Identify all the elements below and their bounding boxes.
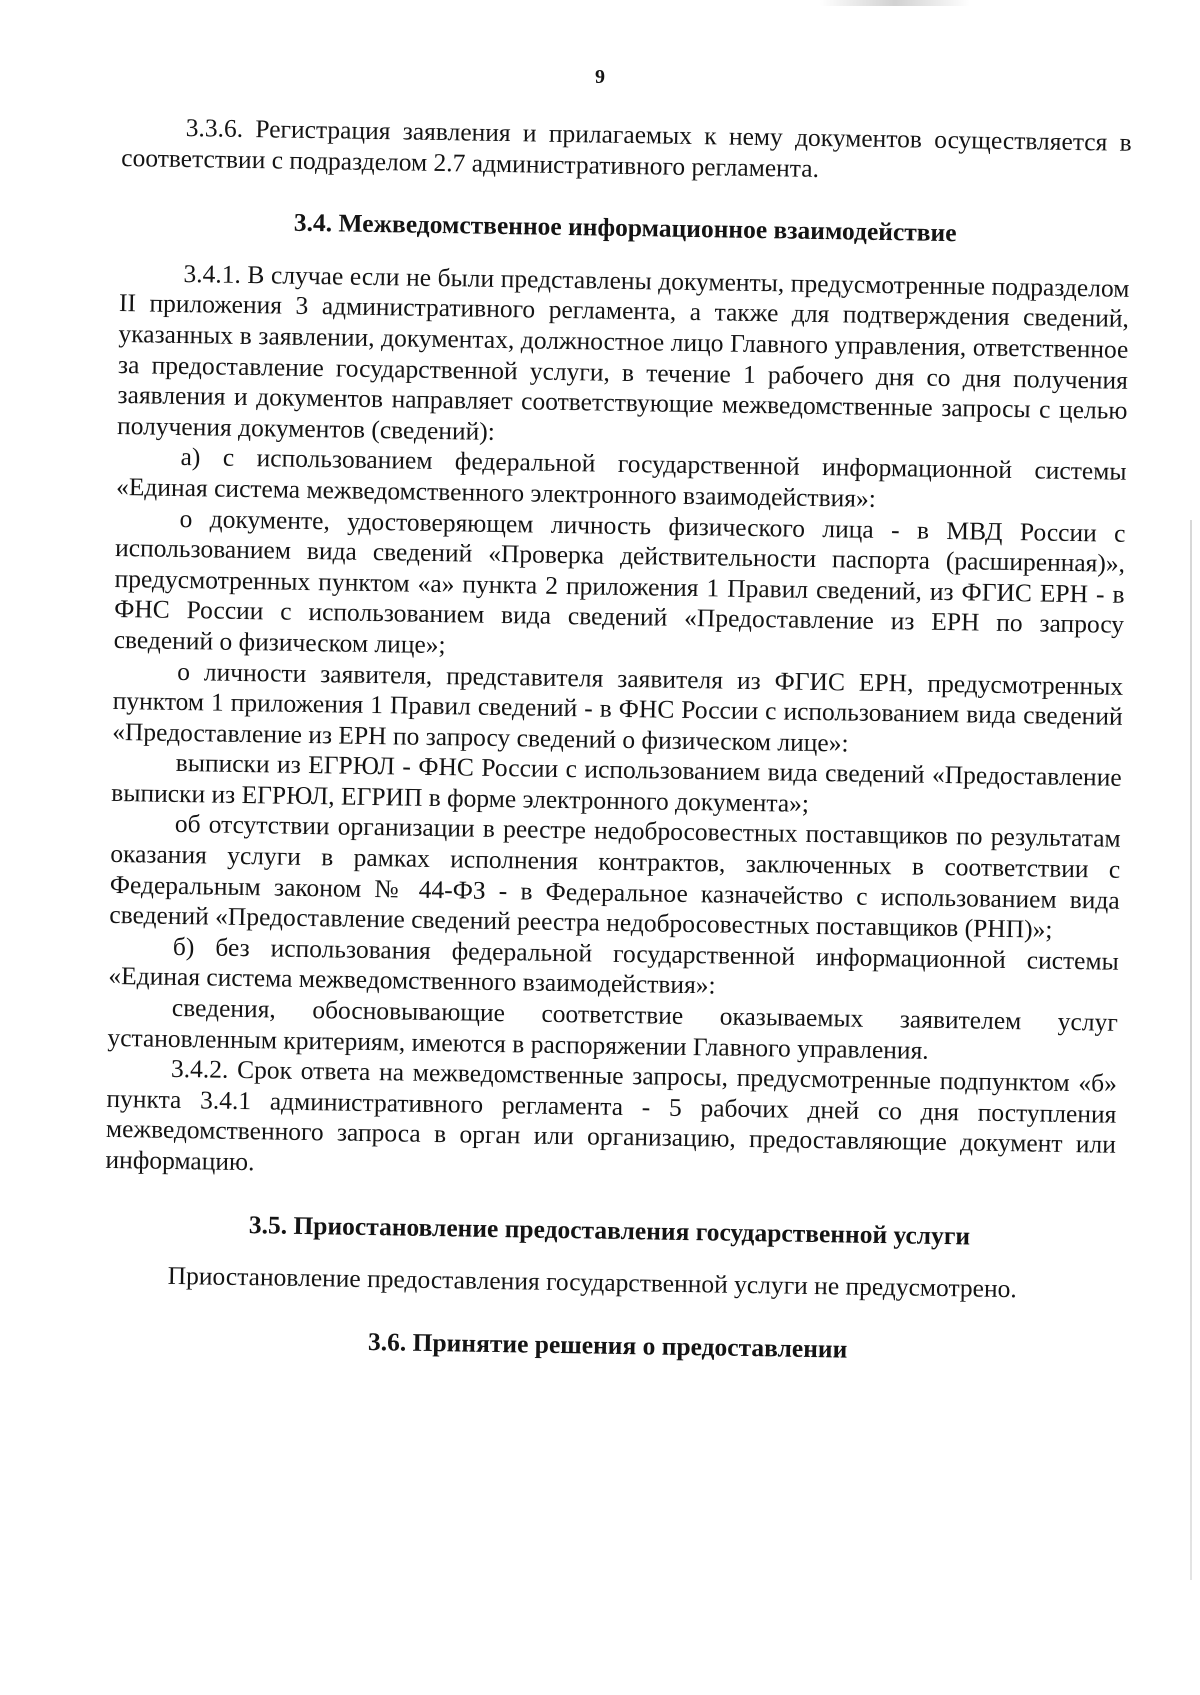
heading-3-4: 3.4. Межведомственное информационное взаимодействие — [293, 207, 957, 248]
paragraph-criteria: сведения, обосновывающие соответствие оказываемых заявителем услуг установленным критериям, имеются в распоряжении Главного управления. — [107, 992, 1119, 1065]
paragraph-suspension: Приостановление предоставления государственной услуги не предусмотрено. — [167, 1261, 1017, 1304]
document-body — [103, 112, 1132, 1369]
paragraph-subitem-a: а) с использованием федеральной государственной информационной системы «Единая система межведомственного электронного взаимодействия»: — [115, 442, 1127, 513]
scan-artifact-top — [820, 0, 970, 6]
paragraph-rnp-register: об отсутствии организации в реестре недобросовестных поставщиков по результатам оказания услуги в рамках исполнения контрактов, заключенных в соответствии с Федеральным законом № 44-ФЗ - в Федеральное казначейство с использованием вида сведений «Предоставление сведений реестра недобросовестных поставщиков (РНП)»; — [109, 809, 1121, 944]
paragraph-3-4-1: 3.4.1. В случае если не были представлены документы, предусмотренные подразделом II приложения 3 административного регламента, а также для подтверждения сведений, указанных в заявлении, документах, должностное лицо Главного управления, ответственное за предоставление государственной услуги, в течение 1 рабочего дня со дня получения заявления и документов направляет соответствующие межведомственные запросы с целью получения документов (сведений): — [116, 258, 1130, 446]
page-number: 9 — [595, 66, 605, 88]
heading-3-6: 3.6. Принятие решения о предоставлении — [367, 1326, 848, 1364]
paragraph-3-3-6: 3.3.6. Регистрация заявления и прилагаемых к нему документов осуществляется в соответствии с подразделом 2.7 административного регламента. — [121, 113, 1132, 183]
paragraph-subitem-b: б) без использования федеральной государственной информационной системы «Единая система межведомственного взаимодействия»: — [108, 931, 1120, 1000]
heading-3-5: 3.5. Приостановление предоставления государственной услуги — [248, 1209, 971, 1251]
paragraph-applicant-identity: о личности заявителя, представителя заявителя из ФГИС ЕРН, предусмотренных пунктом 1 приложения 1 Правил сведений - в ФНС России с использованием вида сведений «Предоставление из ЕРН по запросу сведений о физическом лице»: — [112, 656, 1124, 758]
paragraph-egrul-extract: выписки из ЕГРЮЛ - ФНС России с использованием вида сведений «Предоставление выписки из ЕГРЮЛ, ЕГРИП в форме электронного документа»; — [111, 748, 1122, 818]
scan-artifact-edge — [1190, 520, 1192, 1580]
paragraph-3-4-2: 3.4.2. Срок ответа на межведомственные запросы, предусмотренные подпунктом «б» пункта 3.4.1 административного регламента - 5 рабочих дней со дня поступления межведомственного запроса в орган или организацию, предоставляющие документ или информацию. — [105, 1054, 1118, 1177]
paragraph-identity-document: о документе, удостоверяющем личность физического лица - в МВД России с использованием вида сведений «Проверка действительности паспорта (расширенная)», предусмотренных пунктом «а» пункта 2 приложения 1 Правил сведений, из ФГИС ЕРН - в ФНС России с использованием вида сведений «Предоставление из ЕРН по запросу сведений о физическом лице»; — [113, 503, 1126, 660]
